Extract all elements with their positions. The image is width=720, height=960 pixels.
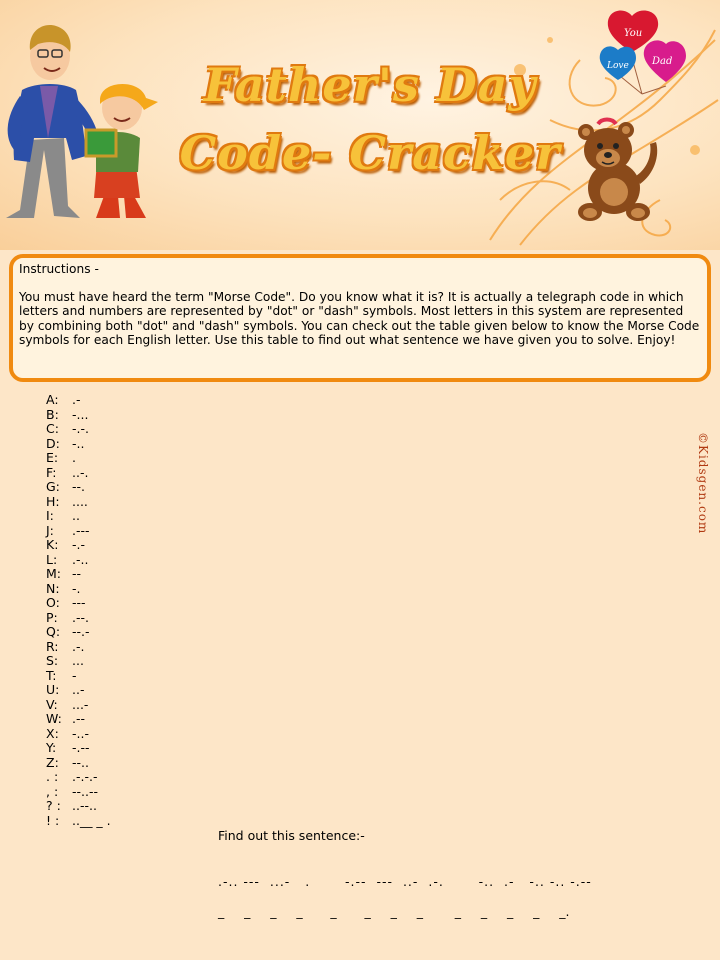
morse-symbol: ...- [72,696,89,712]
morse-letter: P: [46,609,58,625]
morse-symbol: -.. [72,435,85,451]
morse-letter: E: [46,450,59,465]
morse-letter: D: [46,435,60,451]
instructions-box [9,254,711,382]
morse-letter: V: [46,696,58,712]
morse-table-row [46,524,111,539]
morse-table-row [46,640,111,655]
morse-symbol: -- [72,566,82,581]
morse-table-row [46,625,111,640]
morse-letter: , : [46,783,59,799]
instructions-heading: Instructions - [19,262,99,276]
morse-table-row [46,466,111,481]
morse-table-row [46,437,111,452]
morse-symbol: .-.. [72,551,89,567]
morse-letter: L: [46,551,58,567]
morse-code-table [46,393,111,828]
morse-symbol: --- [72,595,86,610]
puzzle-section [218,828,592,919]
puzzle-prompt: Find out this sentence:- [218,828,365,843]
morse-table-row [46,785,111,800]
morse-table-row [46,712,111,727]
puzzle-answer-blanks: _ _ _ _ _ _ _ _ _ _ _ _ _. [218,904,570,919]
morse-table-row [46,582,111,597]
morse-symbol: ... [72,653,84,668]
morse-table-row [46,683,111,698]
morse-symbol: ..--.. [72,798,97,813]
morse-symbol: -.-. [72,421,89,436]
morse-letter: W: [46,711,62,726]
morse-letter: B: [46,406,59,422]
morse-symbol: --. [72,479,85,494]
morse-table-row [46,698,111,713]
morse-symbol: ..- [72,682,85,697]
heart-balloons-icon [596,6,692,96]
morse-symbol: - [72,667,77,683]
header-banner [0,0,720,250]
morse-table-row [46,669,111,684]
page-title-line1: Father's Day [203,58,537,112]
morse-table-row [46,741,111,756]
morse-symbol: ..__ _ . [72,812,111,828]
morse-letter: ! : [46,812,60,828]
morse-table-row [46,770,111,785]
morse-symbol: . [72,450,76,465]
morse-letter: U: [46,682,60,697]
morse-table-row [46,814,111,829]
morse-letter: K: [46,537,59,552]
morse-symbol: --.. [72,754,89,770]
morse-letter: O: [46,595,60,610]
morse-table-row [46,422,111,437]
watermark: ©Kidsgen.com [696,432,710,535]
morse-letter: H: [46,493,60,509]
morse-letter: . : [46,769,59,784]
balloon-label-love: Love [607,61,629,71]
morse-symbol: .--. [72,609,89,625]
morse-symbol: -.- [72,537,85,552]
morse-symbol: -.-- [72,740,90,755]
morse-letter: F: [46,464,57,480]
morse-letter: G: [46,479,60,494]
morse-symbol: --.- [72,624,90,639]
morse-table-row [46,596,111,611]
morse-letter: Y: [46,740,57,755]
morse-table-row [46,393,111,408]
morse-letter: Q: [46,624,61,639]
morse-table-row [46,480,111,495]
morse-symbol: .... [72,493,88,509]
morse-table-row [46,654,111,669]
morse-letter: C: [46,421,59,436]
morse-table-row [46,408,111,423]
morse-table-row [46,495,111,510]
morse-letter: J: [46,522,54,538]
morse-symbol: .-. [72,638,85,654]
morse-letter: R: [46,638,59,654]
morse-letter: T: [46,667,57,683]
morse-symbol: .-- [72,711,85,726]
balloon-label-dad: Dad [652,56,673,67]
father-and-son-icon [0,20,160,225]
morse-symbol: --..-- [72,783,98,799]
puzzle-morse-code: .-.. --- ...- . -.-- --- ..- .-. -.. .- -.. -.. -.-- [218,874,592,889]
morse-letter: A: [46,392,59,407]
morse-symbol: .-.-.- [72,769,98,784]
page-title-line2: Code- Cracker [179,126,561,180]
morse-letter: S: [46,653,59,668]
morse-symbol: .- [72,392,81,407]
morse-table-row [46,799,111,814]
morse-symbol: -. [72,580,81,596]
balloon-label-you: You [624,28,643,39]
morse-symbol: -..- [72,725,89,741]
morse-symbol: .. [72,508,80,523]
morse-table-row [46,538,111,553]
morse-table-row [46,567,111,582]
morse-letter: M: [46,566,61,581]
morse-letter: ? : [46,798,61,813]
morse-table-row [46,553,111,568]
morse-table-row [46,727,111,742]
morse-table-row [46,756,111,771]
morse-table-row [46,611,111,626]
morse-letter: N: [46,580,60,596]
morse-symbol: .--- [72,522,90,538]
morse-table-row [46,451,111,466]
morse-symbol: -... [72,406,89,422]
instructions-body: You must have heard the term "Morse Code". Do you know what it is? It is actually a telegraph code in which letters and numbers are represented by "dot" or "dash" symbols. Most letters in this system are represented by combining both "dot" and "dash" symbols. You can check out the table given below to know the Morse Code symbols for each English letter. Use this table to find out what sentence we have given you to solve. Enjoy! [19,290,700,347]
morse-letter: X: [46,725,59,741]
teddy-bear-icon [568,116,660,222]
morse-table-row [46,509,111,524]
morse-letter: I: [46,508,54,523]
morse-symbol: ..-. [72,464,89,480]
morse-letter: Z: [46,754,59,770]
